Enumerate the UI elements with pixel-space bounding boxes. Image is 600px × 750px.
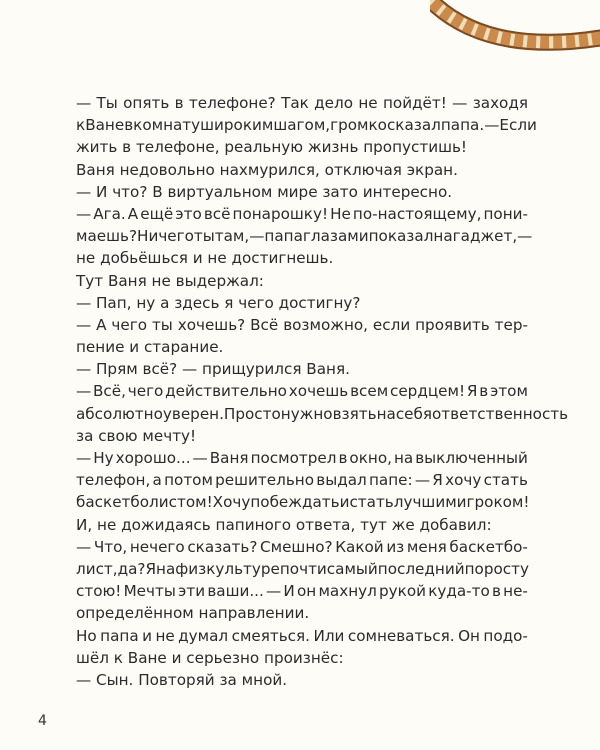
text-line: не добьёшься и не достигнешь. (76, 249, 334, 268)
rope-illustration (430, 0, 600, 70)
text-line: абсолютно уверен. Просто нужно взять на себя ответственность (76, 404, 569, 423)
text-line: Но папа и не думал смеяться. Или сомневаться. Он подо- (76, 626, 528, 645)
text-line: за свою мечту! (76, 426, 197, 445)
text-line: жить в телефоне, реальную жизнь пропустишь! (76, 138, 468, 157)
text-line: Тут Ваня не выдержал: (76, 271, 264, 290)
text-line: маешь? Ничего ты там, — папа глазами показал на гаджет, — (76, 227, 533, 246)
text-line: — Прям всё? — прищурился Ваня. (76, 360, 350, 379)
text-line: — Ты опять в телефоне? Так дело не пойдёт! — заходя (76, 94, 528, 112)
story-text (76, 92, 569, 691)
text-line: шёл к Ване и серьезно произнёс: (76, 648, 344, 667)
text-line: баскетболистом! Хочу побеждать и стать лучшим игроком! (76, 493, 530, 512)
text-line: — Пап, ну а здесь я чего достигну? (76, 293, 361, 312)
text-line: — Ну хорошо... — Ваня посмотрел в окно, на выключенный (76, 449, 528, 467)
text-line: — А чего ты хочешь? Всё возможно, если проявить тер- (76, 315, 528, 334)
text-line: — Что, нечего сказать? Смешно? Какой из меня баскетбо- (76, 537, 528, 556)
text-line: И, не дожидаясь папиного ответа, тут же добавил: (76, 515, 492, 534)
text-line: — И что? В виртуальном мире зато интересно. (76, 182, 453, 201)
text-line: Ваня недовольно нахмурился, отключая экран. (76, 160, 458, 179)
text-line: — Сын. Повторяй за мной. (76, 670, 288, 689)
text-line: к Ване в комнату широким шагом, громко сказал папа. — Если (76, 116, 537, 135)
text-line: стою! Мечты эти ваши... — И он махнул рукой куда-то в не- (76, 582, 528, 601)
text-line: лист, да? Я на физкультуре почти самый последний по росту (76, 559, 529, 578)
text-line: — Всё, чего действительно хочешь всем сердцем! Я в этом (76, 382, 528, 401)
text-line: телефон, а потом решительно выдал папе: — Я хочу стать (76, 471, 528, 490)
text-line: — Ага. А ещё это всё понарошку! Не по-настоящему, пони- (76, 204, 528, 223)
text-line: пение и старание. (76, 338, 224, 357)
text-line: определённом направлении. (76, 604, 310, 623)
page-number: 4 (38, 713, 47, 729)
